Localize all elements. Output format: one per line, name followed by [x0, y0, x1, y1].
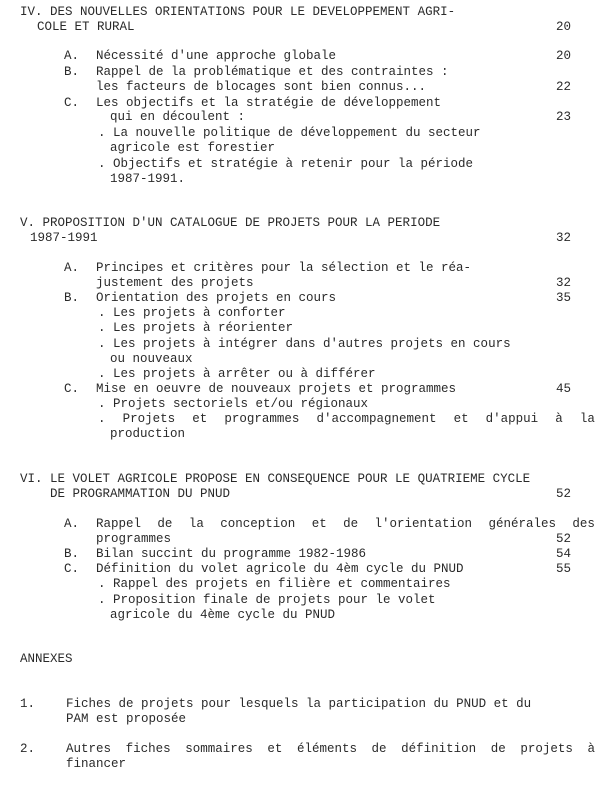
item-vi-b-text: Bilan succint du programme 1982-1986: [96, 547, 367, 561]
word: la: [188, 517, 204, 531]
annex-1-label: 1.: [20, 697, 36, 711]
word: Rappel: [96, 517, 142, 531]
item-vi-c-sub2-line1: . Proposition finale de projets pour le volet: [98, 593, 436, 607]
item-iv-a-label: A.: [64, 49, 80, 63]
item-v-b-sub3-line2: ou nouveaux: [110, 352, 193, 366]
item-iv-a-text: Nécessité d'une approche globale: [96, 49, 337, 63]
word: de: [490, 742, 506, 756]
word: et: [453, 412, 469, 426]
item-vi-c-sub2-line2: agricole du 4ème cycle du PNUD: [110, 608, 336, 622]
word: à: [555, 412, 563, 426]
word: .: [98, 412, 106, 426]
item-iv-b-line2: les facteurs de blocages sont bien connus...: [96, 80, 427, 94]
item-iv-c-sub1-line1: . La nouvelle politique de développement du secteur: [98, 126, 481, 140]
item-v-a-line1: Principes et critères pour la sélection et le réa-: [96, 261, 472, 275]
annex-2-line2: financer: [66, 757, 127, 771]
section-v-title-line2: 1987-1991: [30, 231, 98, 245]
word: et: [192, 412, 208, 426]
section-v-title-line1: V. PROPOSITION D'UN CATALOGUE DE PROJETS POUR LA PERIODE: [20, 216, 441, 230]
item-v-c-sub1: . Projets sectoriels et/ou régionaux: [98, 397, 369, 411]
section-iv-page: 20: [555, 20, 571, 34]
word: conception: [220, 517, 296, 531]
word: à: [587, 742, 595, 756]
item-vi-c-sub1: . Rappel des projets en filière et commentaires: [98, 577, 451, 591]
item-v-b-sub1: . Les projets à conforter: [98, 306, 286, 320]
word: de: [157, 517, 173, 531]
section-v-page: 32: [555, 231, 571, 245]
word: des: [572, 517, 595, 531]
word: d'accompagnement: [316, 412, 437, 426]
item-iv-c-line1: Les objectifs et la stratégie de développement: [96, 96, 442, 110]
word: la: [579, 412, 595, 426]
section-iv-title-line1: IV. DES NOUVELLES ORIENTATIONS POUR LE DEVELOPPEMENT AGRI-: [20, 5, 456, 19]
item-vi-a-line2: programmes: [96, 532, 172, 546]
word: définition: [401, 742, 477, 756]
item-vi-a-line1: [96, 517, 595, 532]
annex-2-label: 2.: [20, 742, 36, 756]
item-v-c-text: Mise en oeuvre de nouveaux projets et programmes: [96, 382, 457, 396]
section-vi-title-line1: VI. LE VOLET AGRICOLE PROPOSE EN CONSEQUENCE POUR LE QUATRIEME CYCLE: [20, 472, 531, 486]
item-v-b-sub4: . Les projets à arrêter ou à différer: [98, 367, 376, 381]
item-v-c-sub2-line1: [98, 412, 595, 427]
word: d'appui: [485, 412, 539, 426]
item-iv-c-label: C.: [64, 96, 80, 110]
word: projets: [520, 742, 573, 756]
word: et: [311, 517, 327, 531]
word: sommaires: [185, 742, 253, 756]
item-vi-a-label: A.: [64, 517, 80, 531]
item-iv-b-label: B.: [64, 65, 80, 79]
item-v-a-page: 32: [555, 276, 571, 290]
item-iv-b-page: 22: [555, 80, 571, 94]
section-iv-title-line2: COLE ET RURAL: [37, 20, 135, 34]
word: Projets: [122, 412, 176, 426]
annex-2-line1: [66, 742, 595, 757]
word: de: [371, 742, 387, 756]
annex-1-line2: PAM est proposée: [66, 712, 187, 726]
item-vi-c-page: 55: [555, 562, 571, 576]
item-vi-a-page: 52: [555, 532, 571, 546]
section-vi-page: 52: [555, 487, 571, 501]
item-vi-b-page: 54: [555, 547, 571, 561]
word: éléments: [296, 742, 357, 756]
item-v-b-sub3-line1: . Les projets à intégrer dans d'autres projets en cours: [98, 337, 511, 351]
item-iv-c-sub2-line1: . Objectifs et stratégie à retenir pour la période: [98, 157, 474, 171]
item-vi-c-text: Définition du volet agricole du 4èm cycle du PNUD: [96, 562, 464, 576]
item-iv-c-sub1-line2: agricole est forestier: [110, 141, 276, 155]
word: générales: [488, 517, 556, 531]
item-v-b-page: 35: [555, 291, 571, 305]
word: l'orientation: [374, 517, 473, 531]
item-iv-c-page: 23: [555, 110, 571, 124]
item-vi-b-label: B.: [64, 547, 80, 561]
item-iv-c-sub2-line2: 1987-1991.: [110, 172, 186, 186]
word: et: [267, 742, 283, 756]
item-vi-c-label: C.: [64, 562, 80, 576]
item-iv-a-page: 20: [555, 49, 571, 63]
word: fiches: [125, 742, 171, 756]
item-iv-b-line1: Rappel de la problématique et des contraintes :: [96, 65, 449, 79]
annex-1-line1: Fiches de projets pour lesquels la participation du PNUD et du: [66, 697, 532, 711]
item-v-a-line2: justement des projets: [96, 276, 254, 290]
item-v-c-page: 45: [555, 382, 571, 396]
item-v-b-text: Orientation des projets en cours: [96, 291, 337, 305]
item-v-c-sub2-line2: production: [110, 427, 186, 441]
item-v-b-label: B.: [64, 291, 80, 305]
item-v-b-sub2: . Les projets à réorienter: [98, 321, 294, 335]
word: programmes: [224, 412, 300, 426]
section-vi-title-line2: DE PROGRAMMATION DU PNUD: [50, 487, 231, 501]
item-v-a-label: A.: [64, 261, 80, 275]
item-v-c-label: C.: [64, 382, 80, 396]
word: Autres: [66, 742, 112, 756]
annexes-heading: ANNEXES: [20, 652, 73, 666]
item-iv-c-line2: qui en découlent :: [110, 110, 246, 124]
word: de: [343, 517, 359, 531]
